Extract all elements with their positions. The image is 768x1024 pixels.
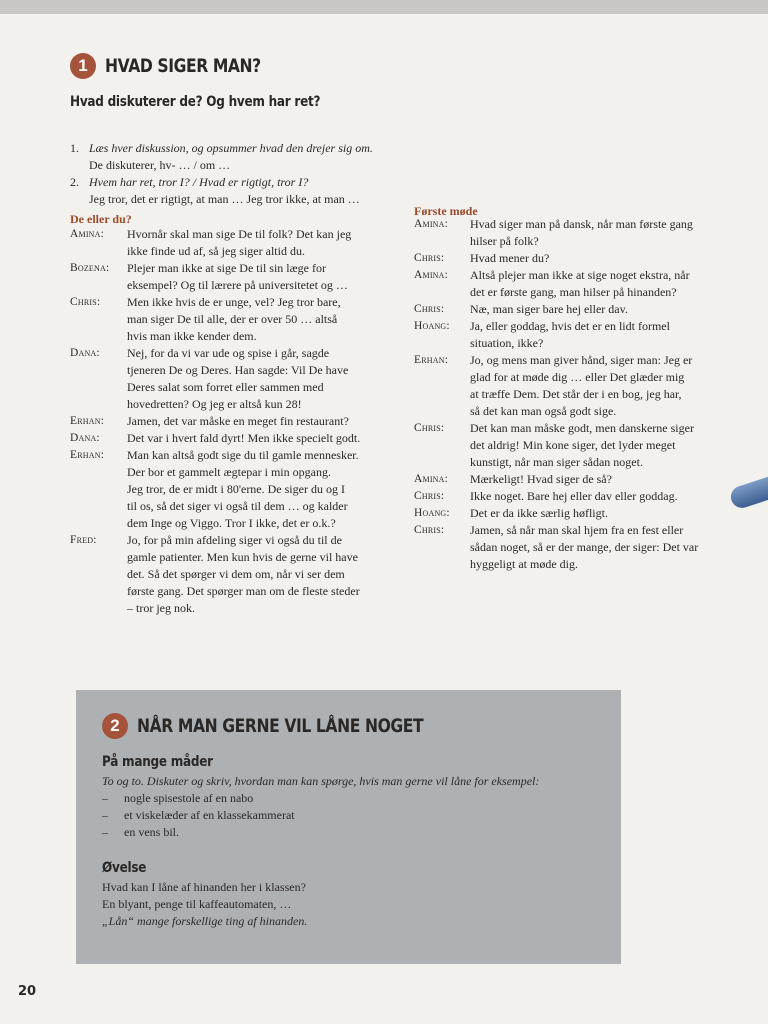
instruction-item: 1. Læs hver diskussion, og opsummer hvad den drejer sig om. De diskuterer, hv- … / om … — [70, 141, 373, 172]
left-dialogue — [70, 226, 405, 617]
dialogue-turn — [414, 267, 749, 301]
dialogue-turn — [414, 420, 749, 471]
speaker-label: Amina: — [414, 473, 449, 485]
dialogue-turn — [414, 352, 749, 420]
speaker-label: Erhan: — [70, 415, 105, 427]
borrow-task — [102, 773, 612, 841]
dialogue-turn — [414, 505, 749, 522]
speech-text: Mærkeligt! Hvad siger de så? — [470, 472, 612, 486]
right-column-heading: Første møde — [414, 204, 478, 218]
speaker-label: Dana: — [70, 432, 100, 444]
speech-text: Jamen, så når man skal hjem fra en fest eller sådan noget, så er der mange, der siger: Det var hyggeligt at møde dig. — [470, 523, 699, 571]
borrow-instruction: To og to. Diskuter og skriv, hvordan man kan spørge, hvis man gerne vil låne for eksempel: — [102, 774, 540, 788]
dialogue-turn — [70, 345, 405, 413]
exercise-text: Hvad kan I låne af hinanden her i klassen? En blyant, penge til kaffeautomaten, … „Lån“ mange forskellige ting af hinanden. — [102, 880, 308, 928]
speaker-label: Chris: — [414, 524, 445, 536]
speaker-label: Erhan: — [70, 449, 105, 461]
speaker-label: Chris: — [414, 303, 445, 315]
dialogue-turn — [414, 301, 749, 318]
dialogue-turn — [414, 250, 749, 267]
section-1-number-badge: 1 — [70, 53, 96, 79]
section-2-title: NÅR MAN GERNE VIL LÅNE NOGET — [137, 715, 424, 737]
speaker-label: Fred: — [70, 534, 97, 546]
dialogue-turn — [414, 522, 749, 573]
list-item: – nogle spisestole af en nabo — [102, 791, 254, 805]
speech-text: Det var i hvert fald dyrt! Men ikke specielt godt. — [127, 431, 361, 445]
textbook-page — [0, 14, 768, 1024]
speech-text: Hvad mener du? — [470, 251, 550, 265]
speaker-label: Amina: — [70, 228, 105, 240]
speech-text: Det kan man måske godt, men danskerne siger det aldrig! Min kone siger, det lyder meget kunstigt, når man siger sådan noget. — [470, 421, 694, 469]
section-2-number-badge: 2 — [102, 713, 128, 739]
left-column-heading: De eller du? — [70, 212, 132, 226]
dialogue-turn — [414, 216, 749, 250]
instruction-item: 2. Hvem har ret, tror I? / Hvad er rigtigt, tror I? Jeg tror, det er rigtigt, at man … Jeg tror ikke, at man … — [70, 175, 360, 206]
dialogue-turn — [70, 447, 405, 532]
exercise-heading: Øvelse — [102, 860, 147, 876]
section-1-header — [70, 53, 295, 79]
speaker-label: Dana: — [70, 347, 100, 359]
speech-text: Nej, for da vi var ude og spise i går, sagde tjeneren De og Deres. Han sagde: Vil De have Deres salat som forret eller sammen med hovedretten? Og jeg er altså kun 28! — [127, 346, 349, 411]
speaker-label: Chris: — [70, 296, 101, 308]
speech-text: Ja, eller goddag, hvis det er en lidt formel situation, ikke? — [470, 319, 670, 350]
instructions-list — [70, 140, 373, 208]
speech-text: Det er da ikke særlig høfligt. — [470, 506, 608, 520]
speech-text: Jo, og mens man giver hånd, siger man: Jeg er glad for at møde dig … eller Det glæder mig at træffe Dem. Det står der i en bog, jeg har, så det kan man også godt sige. — [470, 353, 693, 418]
speech-text: Altså plejer man ikke at sige noget ekstra, når det er første gang, man hilser på hinanden? — [470, 268, 690, 299]
section-2-subtitle: På mange måder — [102, 754, 213, 770]
speaker-label: Hoang: — [414, 320, 450, 332]
dialogue-turn — [70, 294, 405, 345]
speaker-label: Bozena: — [70, 262, 110, 274]
speech-text: Man kan altså godt sige du til gamle mennesker. Der bor et gammelt ægtepar i min opgang. Jeg tror, de er midt i 80'erne. De siger du og I til os, så det siger vi også til dem … og kalder dem Inge og Viggo. Tror I ikke, det er o.k.? — [127, 448, 359, 530]
dialogue-turn — [70, 260, 405, 294]
speech-text: Næ, man siger bare hej eller dav. — [470, 302, 628, 316]
list-item: – et viskelæder af en klassekammerat — [102, 808, 295, 822]
dialogue-turn — [70, 430, 405, 447]
speech-text: Hvornår skal man sige De til folk? Det kan jeg ikke finde ud af, så jeg siger altid du. — [127, 227, 352, 258]
speech-text: Men ikke hvis de er unge, vel? Jeg tror bare, man siger De til alle, der er over 50 … altså hvis man ikke kender dem. — [127, 295, 341, 343]
speech-text: Hvad siger man på dansk, når man første gang hilser på folk? — [470, 217, 693, 248]
speech-text: Plejer man ikke at sige De til sin læge for eksempel? Og til lærere på universitetet og … — [127, 261, 348, 292]
speaker-label: Hoang: — [414, 507, 450, 519]
page-number: 20 — [18, 984, 37, 999]
speaker-label: Erhan: — [414, 354, 449, 366]
speech-text: Ikke noget. Bare hej eller dav eller goddag. — [470, 489, 678, 503]
section-1-subtitle: Hvad diskuterer de? Og hvem har ret? — [70, 94, 321, 110]
dialogue-turn — [70, 413, 405, 430]
dialogue-turn — [70, 532, 405, 617]
dialogue-turn — [414, 318, 749, 352]
section-1-title: HVAD SIGER MAN? — [105, 55, 261, 77]
speaker-label: Amina: — [414, 218, 449, 230]
dialogue-turn — [70, 226, 405, 260]
speech-text: Jo, for på min afdeling siger vi også du til de gamle patienter. Men kun hvis de gerne vil have det. Så det spørger vi dem om, når vi ser dem første gang. Det spørger man om de fleste steder – tror jeg nok. — [127, 533, 360, 615]
right-dialogue — [414, 216, 749, 573]
speaker-label: Amina: — [414, 269, 449, 281]
speaker-label: Chris: — [414, 252, 445, 264]
speaker-label: Chris: — [414, 490, 445, 502]
speech-text: Jamen, det var måske en meget fin restaurant? — [127, 414, 349, 428]
section-2-box — [76, 690, 621, 964]
speaker-label: Chris: — [414, 422, 445, 434]
dialogue-turn — [414, 488, 749, 505]
section-2-header — [102, 713, 486, 739]
dialogue-turn — [414, 471, 749, 488]
list-item: – en vens bil. — [102, 825, 179, 839]
